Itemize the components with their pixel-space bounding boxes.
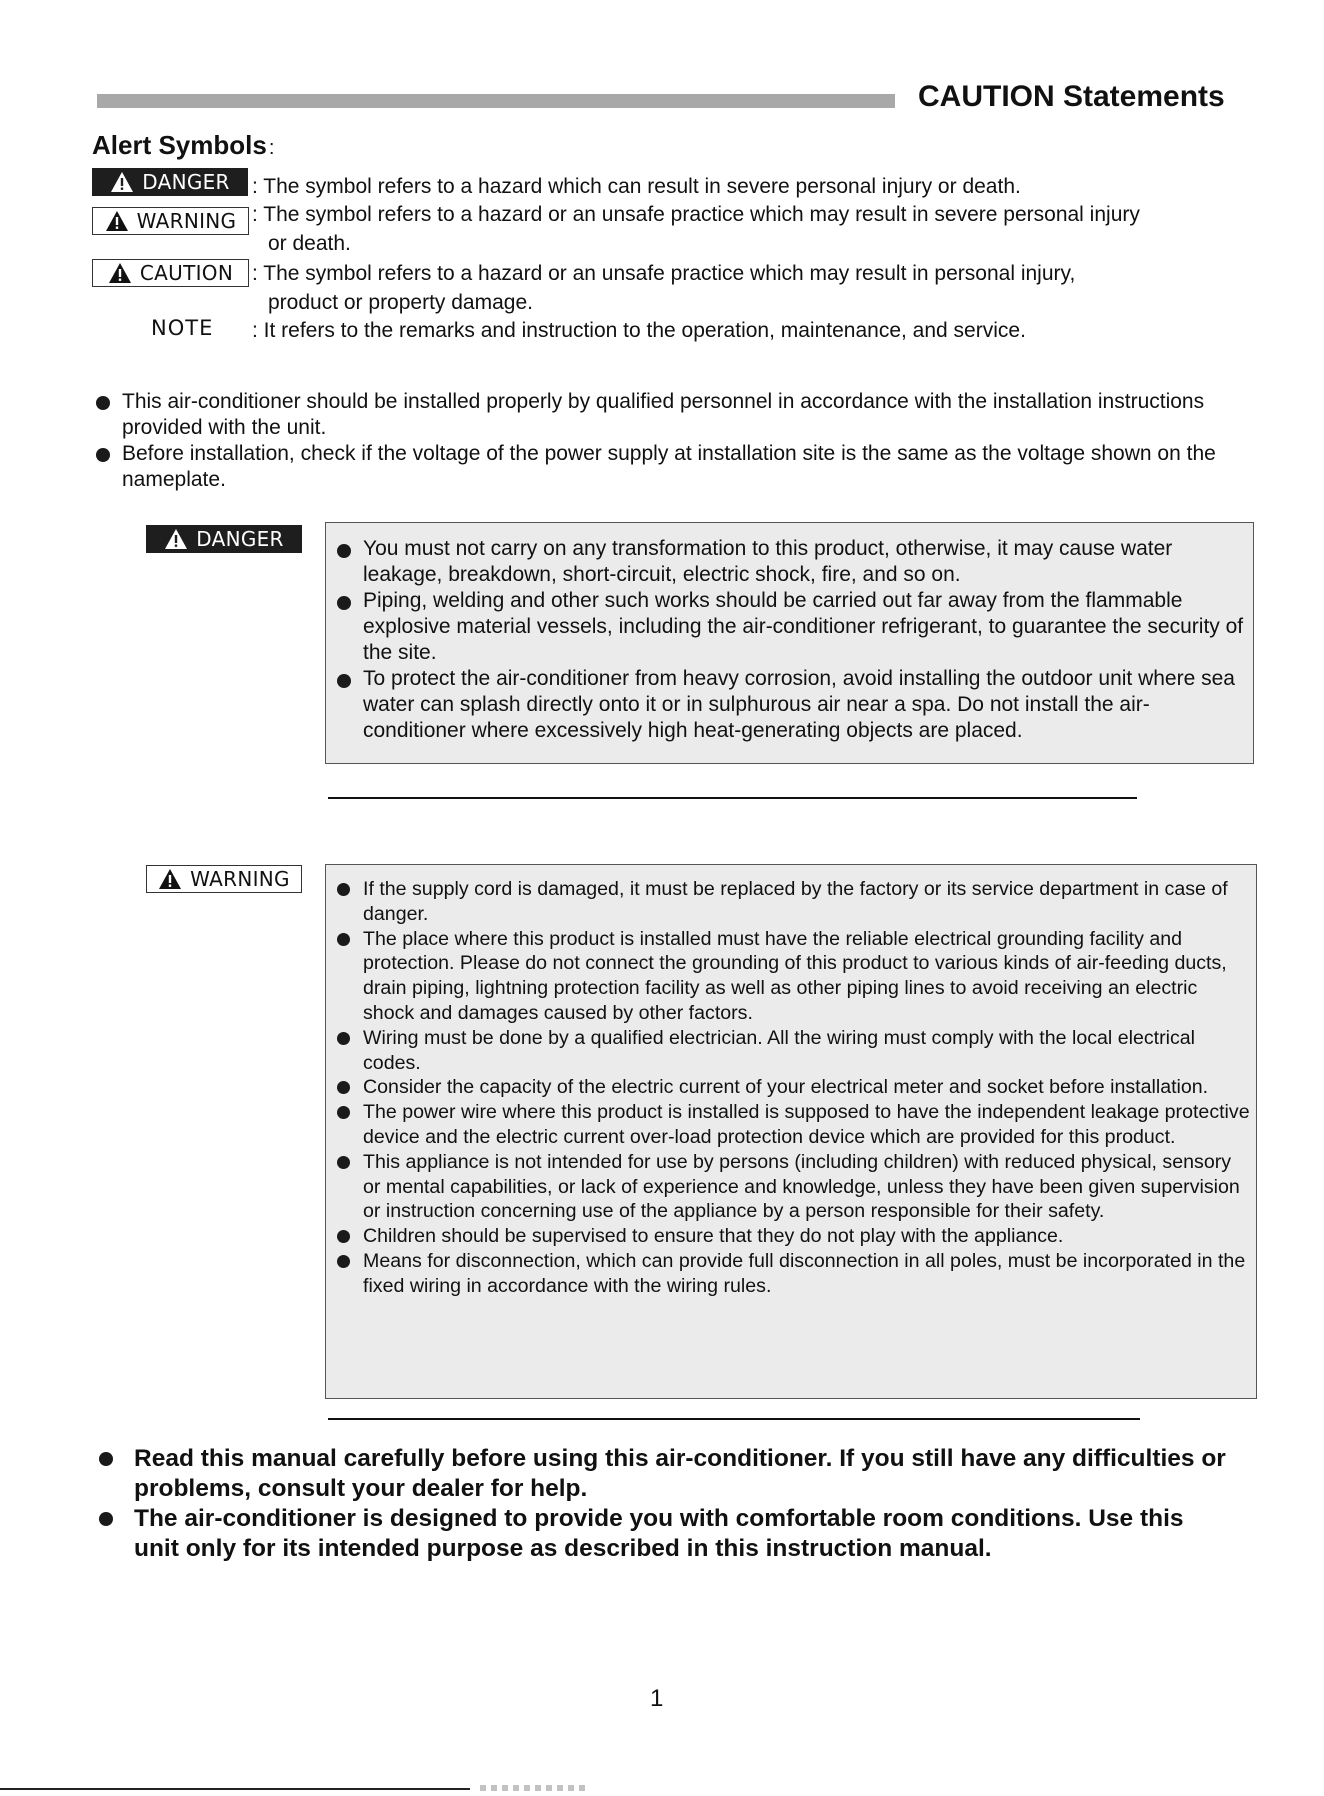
warning-definition-text-cont: or death. <box>268 232 351 255</box>
bullet-dot-icon <box>337 1081 350 1094</box>
note-definition <box>252 316 1252 345</box>
list-item-text: The place where this product is installed must have the reliable electrical grounding facility and protection. Please do not connect the grounding of this product to various kinds of air-feeding ducts, drain piping, lightning protection facility as well as other piping lines to avoid receiving an electric shock and damages caused by other factors. <box>363 927 1227 1024</box>
list-item <box>92 389 1222 441</box>
warning-triangle-icon <box>164 528 188 550</box>
page-title: CAUTION Statements <box>918 80 1225 113</box>
list-item-text: Read this manual carefully before using this air-conditioner. If you still have any difficulties or problems, consult your dealer for help. <box>134 1445 1226 1502</box>
bullet-dot-icon <box>337 1032 350 1045</box>
list-item <box>326 1100 1250 1150</box>
list-item <box>92 1444 1232 1504</box>
list-item-text: Piping, welding and other such works should be carried out far away from the flammable explosive material vessels, including the air-conditioner refrigerant, to guarantee the security of the site. <box>363 589 1244 664</box>
list-item-text: Means for disconnection, which can provide full disconnection in all poles, must be incorporated in the fixed wiring in accordance with the wiring rules. <box>363 1249 1246 1297</box>
bullet-dot-icon <box>337 1106 350 1119</box>
caution-badge <box>92 259 249 287</box>
danger-badge-label: DANGER <box>142 170 230 194</box>
danger-section-badge-label: DANGER <box>196 527 284 551</box>
caution-definition-text: : The symbol refers to a hazard or an unsafe practice which may result in personal injury, <box>252 262 1076 285</box>
danger-definition-text: : The symbol refers to a hazard which can result in severe personal injury or death. <box>252 175 1021 198</box>
warning-section-badge <box>146 865 302 893</box>
caution-definition-text-cont: product or property damage. <box>268 291 533 314</box>
warning-badge-label: WARNING <box>136 209 237 233</box>
warning-triangle-icon <box>158 868 182 890</box>
bullet-dot-icon <box>96 448 110 462</box>
list-item <box>326 666 1245 744</box>
list-item <box>326 536 1245 588</box>
list-item-text: This air-conditioner should be installed properly by qualified personnel in accordance with the installation instructions provided with the unit. <box>122 390 1205 439</box>
list-item <box>326 588 1245 666</box>
list-item <box>326 1150 1250 1224</box>
page-number: 1 <box>650 1685 664 1712</box>
warning-box <box>325 864 1257 1399</box>
bullet-dot-icon <box>337 1156 350 1169</box>
bullet-dot-icon <box>99 1452 113 1466</box>
warning-bullet-list <box>326 877 1250 1299</box>
warning-definition-text: : The symbol refers to a hazard or an unsafe practice which may result in severe personal injury <box>252 203 1140 226</box>
list-item-text: To protect the air-conditioner from heavy corrosion, avoid installing the outdoor unit where sea water can splash directly onto it or in sulphurous air near a spa. Do not install the air-conditioner where excessively high heat-generating objects are placed. <box>363 667 1235 742</box>
list-item <box>326 1075 1250 1100</box>
list-item-text: Wiring must be done by a qualified electrician. All the wiring must comply with the local electrical codes. <box>363 1026 1196 1074</box>
danger-bullet-list <box>326 536 1245 744</box>
caution-definition <box>252 259 1252 317</box>
bullet-dot-icon <box>337 674 351 688</box>
bullet-dot-icon <box>337 933 350 946</box>
list-item <box>326 927 1250 1026</box>
alert-symbols-colon: : <box>268 137 275 159</box>
list-item-text: Children should be supervised to ensure that they do not play with the appliance. <box>363 1225 1064 1248</box>
intro-bullet-list <box>92 389 1222 493</box>
bullet-dot-icon <box>337 883 350 896</box>
bullet-dot-icon <box>96 396 110 410</box>
list-item <box>92 441 1222 493</box>
warning-triangle-icon <box>105 210 129 232</box>
warning-section-badge-label: WARNING <box>190 867 290 891</box>
list-item-text: This appliance is not intended for use by persons (including children) with reduced physical, sensory or mental capabilities, or lack of experience and knowledge, unless they have been given supervision or instruction concerning use of the appliance by a person responsible for their safety. <box>363 1150 1240 1223</box>
scan-edge-mark <box>480 1785 590 1791</box>
bullet-dot-icon <box>337 544 351 558</box>
danger-section-badge <box>146 525 302 553</box>
warning-triangle-icon <box>108 262 132 284</box>
bullet-dot-icon <box>337 596 351 610</box>
scan-edge-line <box>0 1788 470 1790</box>
list-item-text: You must not carry on any transformation to this product, otherwise, it may cause water leakage, breakdown, short-circuit, electric shock, fire, and so on. <box>363 537 1173 586</box>
caution-badge-label: CAUTION <box>139 261 234 285</box>
note-label: NOTE <box>151 316 214 340</box>
list-item-text: If the supply cord is damaged, it must be replaced by the factory or its service department in case of danger. <box>363 878 1228 925</box>
danger-definition <box>252 172 1252 201</box>
bullet-dot-icon <box>337 1230 350 1243</box>
header-bar <box>97 94 895 108</box>
list-item <box>326 1224 1250 1249</box>
bullet-dot-icon <box>337 1255 350 1268</box>
warning-badge <box>92 207 249 235</box>
bullet-dot-icon <box>99 1512 113 1526</box>
final-bullet-list <box>92 1444 1232 1564</box>
warning-triangle-icon <box>110 171 134 193</box>
list-item-text: The power wire where this product is installed is supposed to have the independent leakage protective device and the electric current over-load protection device which are provided for this product. <box>363 1101 1250 1148</box>
warning-definition <box>252 200 1252 258</box>
danger-box <box>325 522 1254 764</box>
divider <box>328 1418 1140 1420</box>
list-item <box>326 877 1250 927</box>
list-item-text: Before installation, check if the voltage of the power supply at installation site is the same as the voltage shown on the nameplate. <box>122 442 1216 491</box>
alert-symbols-title: Alert Symbols <box>92 130 267 160</box>
list-item <box>326 1026 1250 1076</box>
list-item-text: The air-conditioner is designed to provide you with comfortable room conditions. Use this unit only for its intended purpose as described in this instruction manual. <box>134 1505 1184 1562</box>
list-item <box>92 1504 1232 1564</box>
list-item <box>326 1249 1250 1299</box>
divider <box>328 797 1137 799</box>
note-definition-text: : It refers to the remarks and instruction to the operation, maintenance, and service. <box>252 319 1026 342</box>
list-item-text: Consider the capacity of the electric current of your electrical meter and socket before installation. <box>363 1076 1209 1099</box>
danger-badge <box>92 168 248 196</box>
alert-symbols-heading <box>92 130 274 161</box>
